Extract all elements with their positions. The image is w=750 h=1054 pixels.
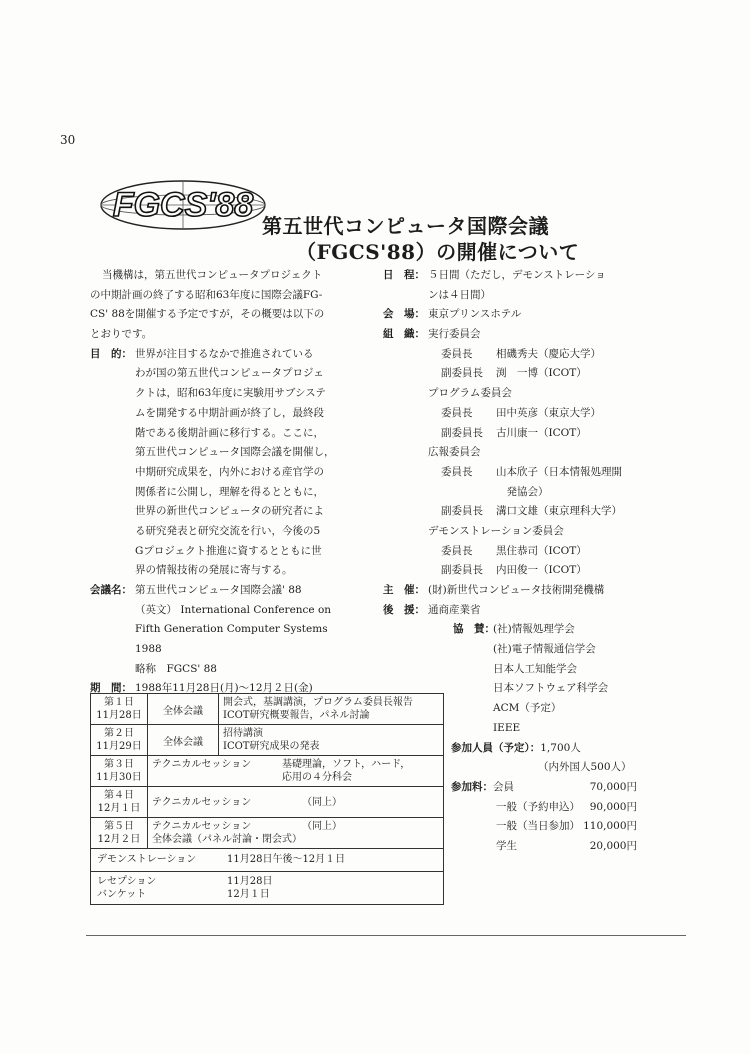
reception-block	[91, 872, 443, 904]
committee-heading: デモンストレーション委員会	[428, 524, 564, 537]
schedule-date: 12月１日	[97, 803, 141, 814]
conf-name-line: Fifth Generation Computer Systems	[135, 623, 328, 636]
schedule-desc: 全体会議（パネル討論・閉会式）	[152, 834, 302, 845]
role: 委員長	[441, 465, 473, 478]
reception-value: 11月28日	[227, 876, 273, 887]
schedule-desc: 応用の４分科会	[282, 772, 352, 783]
schedule-desc: （同上）	[302, 796, 342, 808]
purpose-line: 世界が注目するなかで推進されている	[135, 347, 314, 360]
purpose-line: 階である後期計画に移行する。ここに，	[135, 426, 324, 439]
schedule-day: 第１日	[104, 697, 134, 708]
schedule-day: 第２日	[104, 728, 134, 739]
coop-item: 日本ソフトウェア科学会	[493, 682, 609, 695]
member-name: 田中英彦（東京大学）	[496, 406, 601, 419]
title-line1: 第五世代コンピュータ国際会議	[262, 214, 549, 238]
schedule-type: 全体会議	[148, 694, 219, 724]
schedule-desc: ICOT研究概要報告，パネル討論	[223, 710, 370, 721]
role: 委員長	[441, 406, 473, 419]
member-name: 渕 一博（ICOT）	[496, 367, 587, 380]
conf-name-line: 第五世代コンピュータ国際会議' 88	[135, 584, 302, 596]
purpose-line: わが国の第五世代コンピュータプロジェ	[135, 367, 324, 380]
role: 副委員長	[441, 505, 483, 518]
fee-value: 90,000円	[589, 800, 637, 813]
schedule-date: 11月30日	[96, 772, 142, 783]
purpose-line: 中期研究成果を，内外における産官学の	[135, 465, 324, 478]
intro-line: 当機構は，第五世代コンピュータプロジェクト	[102, 269, 323, 281]
purpose-line: 関係者に公開し，理解を得るとともに，	[135, 485, 324, 498]
coop-item: IEEE	[493, 721, 521, 734]
role: 副委員長	[441, 564, 483, 577]
fee-value: 70,000円	[589, 780, 637, 793]
purpose-line: Gプロジェクト推進に資するとともに世	[135, 544, 322, 557]
role: 副委員長	[441, 367, 483, 380]
intro-line: とおりです。	[90, 328, 153, 341]
support-value: 通商産業省	[428, 603, 481, 616]
reception-label: レセプション	[97, 876, 157, 887]
schedule-date: 12月２日	[97, 834, 141, 845]
purpose-label: 目 的：	[90, 347, 132, 360]
member-name: 黒住恭司（ICOT）	[496, 544, 587, 557]
coop-item: ACM（予定）	[493, 702, 562, 715]
schedule-date: 11月29日	[96, 741, 142, 752]
member-name: 山本欣子（日本情報処理開	[496, 465, 622, 478]
role: 副委員長	[441, 426, 483, 439]
member-name: 内田俊一（ICOT）	[496, 564, 587, 577]
demo-label: デモンストレーション	[97, 854, 197, 865]
right-column	[383, 266, 673, 857]
member-name: 溝口文雄（東京理科大学）	[496, 505, 622, 518]
schedule-type: テクニカルセッション	[152, 796, 252, 808]
fee-label: 参加料：	[451, 780, 493, 793]
schedule-desc: 開会式，基調講演，プログラム委員長報告	[223, 697, 413, 708]
fee-name: 一般（当日参加）	[496, 820, 580, 833]
schedule-desc: 基礎理論，ソフト，ハード，	[282, 759, 411, 770]
committee-heading: プログラム委員会	[428, 387, 512, 400]
role: 委員長	[441, 544, 473, 557]
schedule-date: 11月28日	[96, 710, 142, 721]
schedule-desc: 招待講演	[223, 728, 263, 739]
org-value: 実行委員会	[428, 328, 481, 341]
member-name: 相磯秀夫（慶応大学）	[496, 347, 601, 360]
left-column	[90, 266, 352, 699]
banquet-label: バンケット	[97, 889, 147, 900]
page-number: 30	[60, 133, 76, 147]
schedule-desc: ICOT研究成果の発表	[223, 741, 320, 752]
fee-name: 会員	[493, 780, 514, 793]
coop-item: (社)情報処理学会	[493, 623, 575, 636]
venue-value: 東京プリンスホテル	[428, 308, 522, 321]
banquet-value: 12月１日	[227, 889, 270, 900]
schedule-value-cont: ンは４日間）	[428, 288, 491, 301]
conf-name-label: 会議名：	[90, 584, 132, 596]
coop-item: (社)電子情報通信学会	[493, 643, 596, 656]
fgcs88-logo	[98, 172, 268, 238]
coop-label: 協 賛：	[453, 623, 495, 636]
host-label: 主 催：	[383, 584, 425, 596]
conf-name-line: （英文） International Conference on	[135, 603, 332, 616]
schedule-value: ５日間（ただし，デモンストレーショ	[428, 269, 606, 281]
member-name: 発協会）	[496, 485, 549, 498]
conf-name-line: 略称 FGCS' 88	[135, 662, 217, 675]
schedule-day: 第５日	[104, 821, 134, 832]
conf-name-line: 1988	[135, 643, 162, 656]
org-label: 組 織：	[383, 328, 425, 341]
attendees-value: 1,700人	[540, 741, 581, 754]
purpose-line: クトは，昭和63年度に実験用サブシステ	[135, 387, 326, 400]
schedule-type: 全体会議	[148, 725, 219, 755]
demo-value: 11月28日午後〜12月１日	[227, 854, 346, 865]
purpose-line: 第五世代コンピュータ国際会議を開催し，	[135, 446, 335, 459]
attendees-label: 参加人員（予定）：	[451, 741, 541, 754]
period-value: 1988年11月28日(月)〜12月２日(金)	[135, 682, 313, 695]
venue-label: 会 場：	[383, 308, 425, 321]
schedule-desc: （同上）	[302, 821, 342, 832]
intro-line: の中期計画の終了する昭和63年度に国際会議FG-	[90, 288, 323, 301]
support-label: 後 援：	[383, 603, 425, 616]
role: 委員長	[441, 347, 473, 360]
bottom-divider	[86, 935, 686, 936]
schedule-label: 日 程：	[383, 269, 425, 281]
fee-name: 学生	[496, 839, 517, 852]
purpose-line: 世界の新世代コンピュータの研究者によ	[135, 505, 324, 518]
purpose-line: る研究発表と研究交流を行い，今後の5	[135, 524, 321, 537]
purpose-line: ムを開発する中期計画が終了し，最終段	[135, 406, 324, 419]
fee-value: 110,000円	[583, 820, 637, 833]
attendees-note: （内外国人500人）	[538, 761, 632, 774]
member-name: 古川康一（ICOT）	[496, 426, 587, 439]
fee-value: 20,000円	[589, 839, 637, 852]
schedule-day: 第３日	[104, 759, 134, 770]
host-value: (財)新世代コンピュータ技術開発機構	[428, 584, 605, 596]
svg-text:FGCS'88: FGCS'88	[112, 186, 254, 224]
schedule-type: テクニカルセッション	[152, 759, 252, 770]
schedule-day: 第４日	[104, 790, 134, 801]
fee-name: 一般（予約申込）	[496, 800, 580, 813]
schedule-type: テクニカルセッション	[152, 821, 252, 832]
purpose-line: 界の情報技術の発展に寄与する。	[135, 564, 293, 577]
intro-line: CS' 88を開催する予定ですが，その概要は以下の	[90, 308, 325, 321]
committee-heading: 広報委員会	[428, 446, 481, 459]
coop-item: 日本人工知能学会	[493, 662, 577, 675]
period-label: 期 間：	[90, 682, 132, 695]
title-line2: （FGCS'88）の開催について	[296, 240, 580, 264]
